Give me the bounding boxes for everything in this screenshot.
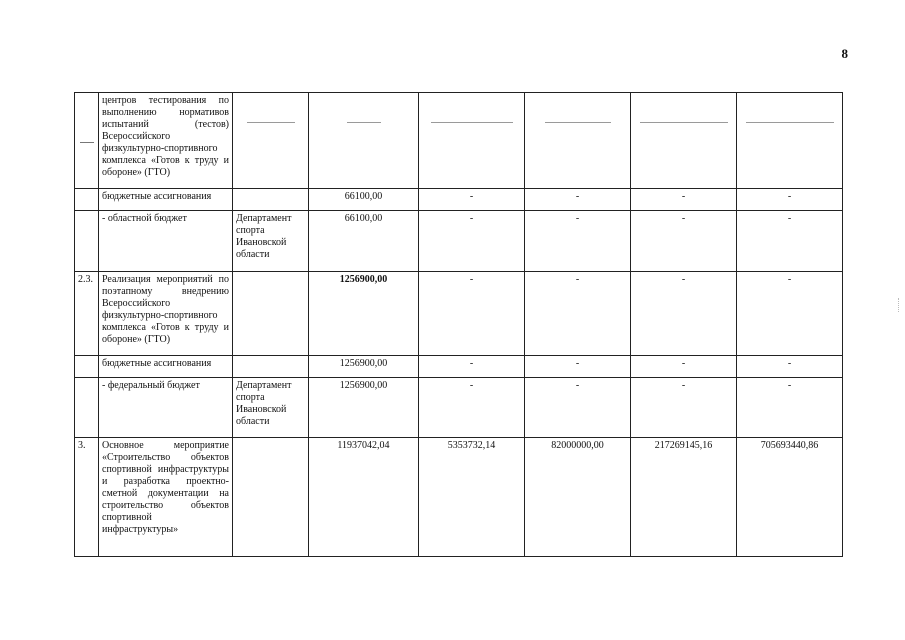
value-cell: - [419,356,525,378]
value-cell: - [631,189,737,211]
value-cell [631,93,737,189]
table-row [75,356,843,378]
placeholder-line [247,122,295,123]
value-cell: 66100,00 [309,189,419,211]
row-number-cell [75,211,99,272]
row-number-cell [75,356,99,378]
table-row [75,93,843,189]
value-cell: - [737,378,843,438]
row-executor-cell: Департамент спорта Ивановской области [233,378,309,438]
row-name-cell: Реализация мероприятий по поэтапному внедрению Всероссийского физкультурно-спортивного комплекса «Готов к труду и обороне» (ГТО) [99,272,233,356]
value-cell [309,93,419,189]
row-number-cell [75,378,99,438]
row-number-cell [75,189,99,211]
row-name-cell: центров тестирования по выполнению нормативов испытаний (тестов) Всероссийского физкультурно-спортивного комплекса «Готов к труду и обороне» (ГТО) [99,93,233,189]
table-row [75,378,843,438]
row-executor-cell: Департамент спорта Ивановской области [233,211,309,272]
value-cell: 82000000,00 [525,438,631,557]
scan-edge-mark [898,298,900,312]
row-name-cell: бюджетные ассигнования [99,189,233,211]
value-cell: - [737,189,843,211]
value-cell: 5353732,14 [419,438,525,557]
value-cell: 11937042,04 [309,438,419,557]
table-row [75,189,843,211]
budget-table [74,92,843,557]
value-cell: - [737,211,843,272]
row-name-cell: - областной бюджет [99,211,233,272]
placeholder-line [431,122,513,123]
value-cell: - [525,211,631,272]
value-cell: 1256900,00 [309,378,419,438]
value-cell: - [737,272,843,356]
placeholder-dash [80,142,94,143]
table-row [75,438,843,557]
value-cell [737,93,843,189]
value-cell: - [631,211,737,272]
row-number-cell: 2.3. [75,272,99,356]
value-cell: - [419,189,525,211]
row-executor-cell [233,438,309,557]
value-cell: - [631,272,737,356]
row-name-cell: Основное мероприятие «Строительство объектов спортивной инфраструктуры и разработка проектно-сметной документации на строительство объектов спортивной инфраструктуры» [99,438,233,557]
placeholder-line [545,122,611,123]
value-cell: - [525,189,631,211]
placeholder-line [347,122,381,123]
table-row [75,272,843,356]
row-executor-cell [233,93,309,189]
value-cell: - [419,378,525,438]
value-cell: - [631,356,737,378]
value-cell: - [737,356,843,378]
row-executor-cell [233,356,309,378]
value-cell: 217269145,16 [631,438,737,557]
value-cell: - [419,272,525,356]
value-cell: - [419,211,525,272]
value-cell: - [525,378,631,438]
placeholder-line [640,122,728,123]
value-cell: 1256900,00 [309,272,419,356]
value-cell: - [525,272,631,356]
row-number-cell: 3. [75,438,99,557]
row-name-cell: - федеральный бюджет [99,378,233,438]
table-row [75,211,843,272]
row-executor-cell [233,272,309,356]
page-number: 8 [841,46,848,61]
value-cell [525,93,631,189]
value-cell [419,93,525,189]
row-executor-cell [233,189,309,211]
placeholder-line [746,122,834,123]
value-cell: - [525,356,631,378]
value-cell: 66100,00 [309,211,419,272]
value-cell: 705693440,86 [737,438,843,557]
row-name-cell: бюджетные ассигнования [99,356,233,378]
value-cell: 1256900,00 [309,356,419,378]
row-number-cell [75,93,99,189]
value-cell: - [631,378,737,438]
